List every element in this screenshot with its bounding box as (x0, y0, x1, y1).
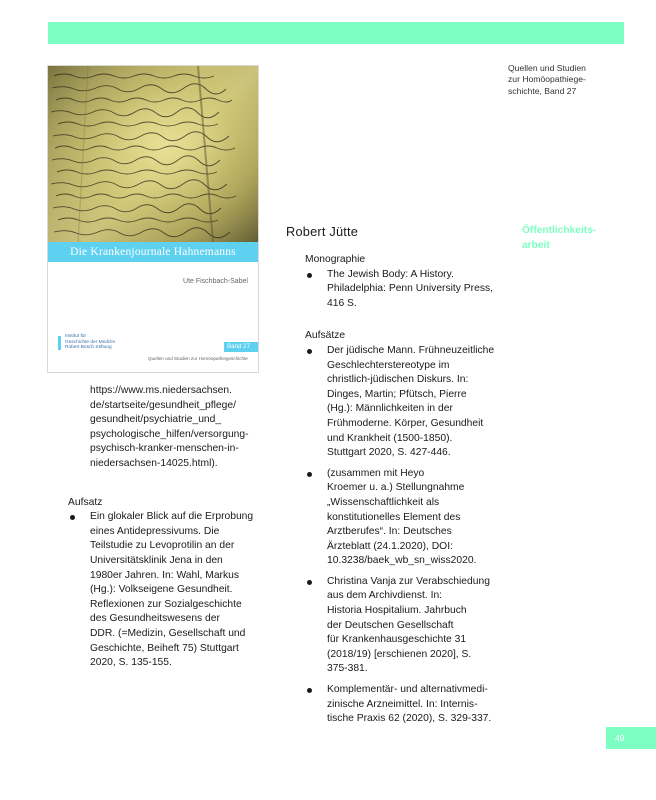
url-line: gesundheit/psychiatrie_und_ (90, 414, 222, 426)
item-line: Ein glokaler Blick auf die Erprobung (90, 511, 254, 523)
item-line: eines Antidepressivums. Die (90, 525, 220, 537)
monographie-list (305, 268, 515, 312)
heading-line: Öffentlichkeits- (522, 225, 597, 236)
manuscript-handwriting (48, 66, 258, 242)
logo-text-line: Geschichte der Medizin (65, 339, 116, 345)
middle-column (305, 253, 515, 733)
aufsatz-list (68, 510, 268, 671)
item-line: (Hg.): Männlichkeiten in der (327, 403, 453, 415)
book-cover (48, 66, 258, 372)
left-column (68, 384, 268, 677)
url-text (68, 384, 268, 472)
item-line: christlich-jüdischen Diskurs. In: (327, 374, 469, 386)
item-line: der Deutschen Gesellschaft (327, 619, 454, 631)
section-title-aufsatz: Aufsatz (68, 496, 103, 508)
section-heading-oeffentlichkeitsarbeit (522, 224, 622, 253)
item-line: Der jüdische Mann. Frühneuzeitliche (327, 344, 495, 356)
item-line: Kroemer u. a.) Stellungnahme (327, 482, 465, 494)
url-line: niedersachsen-14025.html). (90, 457, 218, 469)
item-line: The Jewish Body: A History. (327, 268, 454, 280)
item-line: 1980er Jahren. In: Wahl, Markus (90, 569, 239, 581)
list-item (305, 344, 515, 461)
url-line: de/startseite/gesundheit_pflege/ (90, 399, 236, 411)
item-line: Komplementär- und alternativmedi- (327, 684, 488, 696)
item-line: 416 S. (327, 297, 357, 309)
list-item (305, 683, 515, 727)
item-line: und Krankheit (1500-1850). (327, 432, 453, 444)
item-line: Teilstudie zu Levoprotilin an der (90, 540, 235, 552)
series-note (508, 63, 618, 97)
item-line: Universitätsklinik Jena in den (90, 554, 223, 566)
page-number: 49 (606, 727, 656, 749)
item-line: konstitutionelles Element des (327, 511, 461, 523)
list-item (68, 510, 268, 671)
item-line: Ärzteblatt (24.1.2020), DOI: (327, 540, 453, 552)
item-line: 10.3238/baek_wb_sn_wiss2020. (327, 555, 477, 567)
heading-line: arbeit (522, 239, 550, 251)
item-line: „Wissenschaftlichkeit als (327, 496, 440, 508)
item-line: zinische Arzneimittel. In: Internis- (327, 698, 478, 710)
item-line: (2018/19) [erschienen 2020], S. (327, 648, 472, 660)
aufsaetze-list (305, 344, 515, 727)
series-note-line: schichte, Band 27 (508, 85, 577, 96)
list-item (305, 575, 515, 677)
logo-mark-icon (58, 336, 61, 350)
item-line: Historia Hospitalium. Jahrbuch (327, 605, 467, 617)
section-title-monographie: Monographie (305, 254, 366, 265)
item-line: 2020, S. 135-155. (90, 657, 172, 669)
person-name: Robert Jütte (286, 224, 359, 239)
list-item (305, 268, 515, 312)
item-line: Philadelphia: Penn University Press, (327, 283, 493, 295)
series-note-line: zur Homöopathiege- (508, 74, 586, 85)
list-item (305, 467, 515, 569)
item-line: Reflexionen zur Sozialgeschichte (90, 598, 242, 610)
url-line: https://www.ms.niedersachsen. (90, 385, 232, 396)
item-line: (zusammen mit Heyo (327, 467, 425, 479)
item-line: tische Praxis 62 (2020), S. 329-337. (327, 713, 492, 725)
section-title-aufsaetze: Aufsätze (305, 330, 346, 342)
item-line: Stuttgart 2020, S. 427-446. (327, 447, 451, 459)
publisher-logo (58, 334, 122, 351)
item-line: Christina Vanja zur Verabschiedung (327, 575, 490, 587)
logo-text-line: Institut für (65, 334, 87, 339)
cover-author: Ute Fischbach-Sabel (183, 278, 248, 285)
item-line: des Gesundheitswesens der (90, 613, 220, 625)
series-note-line: Quellen und Studien (508, 63, 586, 73)
item-line: (Hg.): Volkseigene Gesundheit. (90, 584, 233, 596)
cover-manuscript-image (48, 66, 258, 242)
cover-title: Die Krankenjournale Hahnemanns (48, 242, 258, 262)
item-line: Frühmoderne. Körper, Gesundheit (327, 417, 484, 429)
item-line: Geschichte, Beiheft 75) Stuttgart (90, 642, 239, 654)
url-line: psychologische_hilfen/versorgung- (90, 428, 249, 440)
cover-series-text: Quellen und Studien zur Homöopathiegeschichte (148, 356, 248, 361)
item-line: Geschlechterstereotype im (327, 359, 450, 371)
item-line: für Krankenhausgeschichte 31 (327, 634, 467, 646)
item-line: Dinges, Martin; Pfütsch, Pierre (327, 388, 467, 400)
item-line: 375-381. (327, 663, 368, 675)
cover-band-badge: Band 27 (224, 342, 258, 352)
top-accent-bar (48, 22, 624, 44)
item-line: aus dem Archivdienst. In: (327, 590, 443, 602)
url-line: psychisch-kranker-menschen-in- (90, 443, 239, 455)
item-line: Arztberufes“. In: Deutsches (327, 526, 452, 538)
item-line: DDR. (=Medizin, Gesellschaft und (90, 627, 246, 639)
logo-text-line: Robert Bosch Stiftung (65, 345, 112, 351)
